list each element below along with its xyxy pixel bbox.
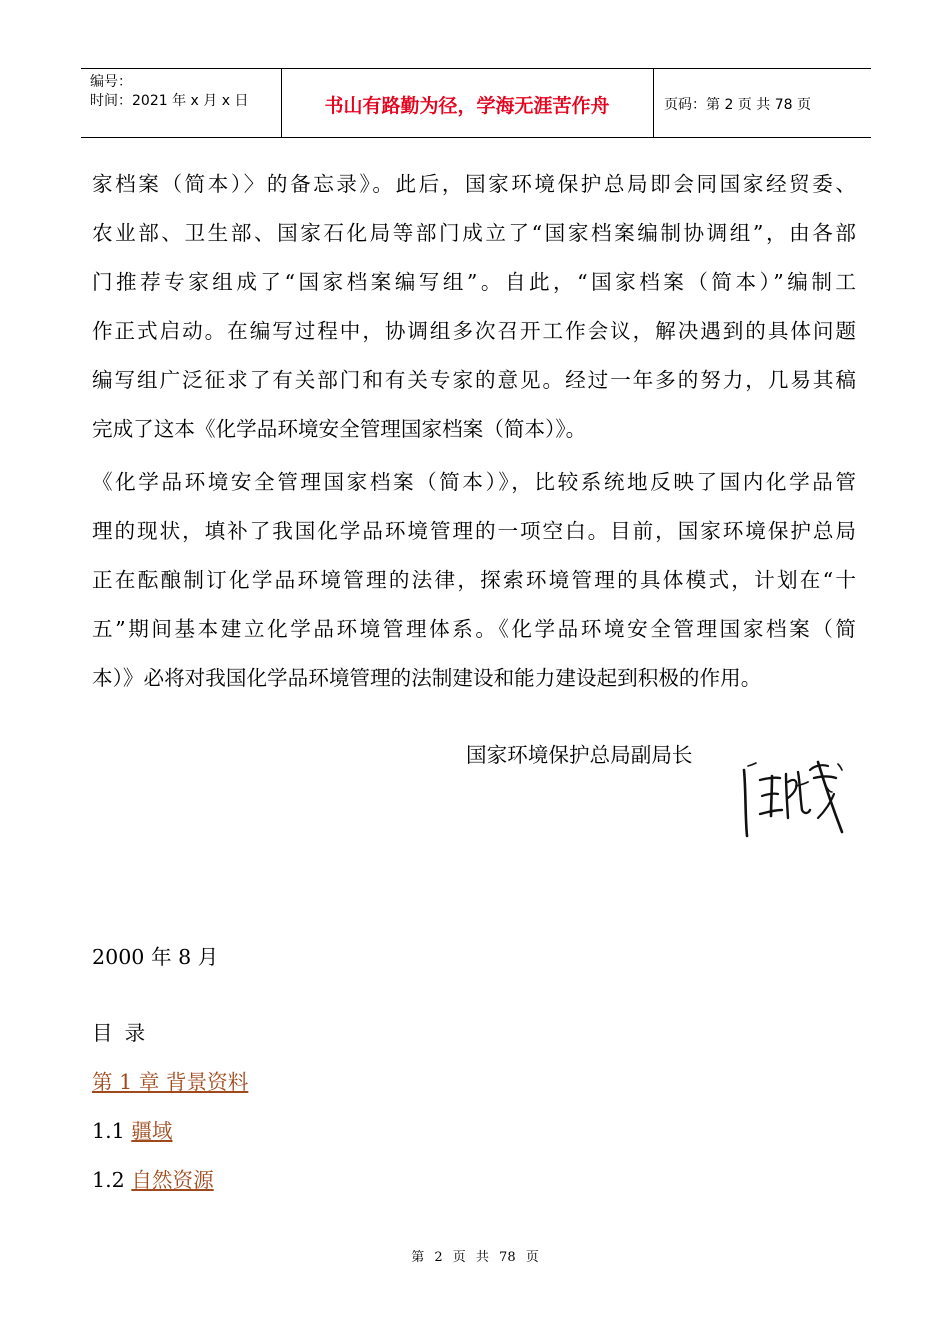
toc-item-1-1[interactable]: [92, 1114, 173, 1144]
text-line: 农业部、卫生部、国家石化局等部门成立了“国家档案编制协调组”，由各部: [92, 221, 856, 245]
text-line: 正在酝酿制订化学品环境管理的法律，探索环境管理的具体模式，计划在“十: [92, 568, 856, 592]
handwritten-signature: [738, 752, 850, 844]
text-line: 本）》必将对我国化学品环境管理的法制建设和能力建设起到积极的作用。: [92, 666, 762, 690]
text-line: 门推荐专家组成了“国家档案编写组”。自此，“国家档案（简本）”编制工: [92, 270, 856, 294]
body-paragraph-2: [92, 458, 856, 703]
header-meta: [90, 73, 248, 111]
toc-item-chapter-1[interactable]: [92, 1065, 248, 1095]
text-line: 作正式启动。在编写过程中，协调组多次召开工作会议，解决遇到的具体问题: [92, 319, 856, 343]
toc-title: 目录: [92, 1021, 158, 1045]
header-time-label: 时间：2021 年 x 月 x 日: [90, 93, 249, 109]
page-footer: 第 2 页 共 78 页: [411, 1250, 539, 1265]
header-motto: 书山有路勤为径，学海无涯苦作舟: [324, 95, 610, 117]
text-line: 五”期间基本建立化学品环境管理体系。《化学品环境安全管理国家档案（简: [92, 617, 856, 641]
text-line: 完成了这本《化学品环境安全管理国家档案（简本）》。: [92, 417, 587, 441]
text-line: 《化学品环境安全管理国家档案（简本）》，比较系统地反映了国内化学品管: [92, 470, 856, 494]
header-number-label: 编号：: [90, 74, 132, 90]
toc-item-1-2[interactable]: [92, 1163, 214, 1193]
toc-link-natural-resources[interactable]: 自然资源: [131, 1168, 214, 1192]
header-divider: [653, 69, 654, 137]
toc-link-territory[interactable]: 疆域: [131, 1119, 173, 1143]
document-date: 2000 年 8 月: [92, 945, 219, 969]
text-line: 理的现状，填补了我国化学品环境管理的一项空白。目前，国家环境保护总局: [92, 519, 856, 543]
signer-title: 国家环境保护总局副局长: [466, 743, 693, 767]
toc-item-number: 1.2: [92, 1168, 132, 1192]
text-line: 编写组广泛征求了有关部门和有关专家的意见。经过一年多的努力，几易其稿: [92, 368, 856, 392]
header-page-info: 页码：第 2 页 共 78 页: [664, 97, 811, 113]
page-header: [81, 68, 871, 138]
text-line: 家档案（简本）〉的备忘录》。此后，国家环境保护总局即会同国家经贸委、: [92, 172, 856, 196]
body-paragraph-1: [92, 160, 856, 454]
toc-item-number: 1.1: [92, 1119, 132, 1143]
toc-link-background[interactable]: 第 1 章 背景资料: [92, 1070, 249, 1094]
